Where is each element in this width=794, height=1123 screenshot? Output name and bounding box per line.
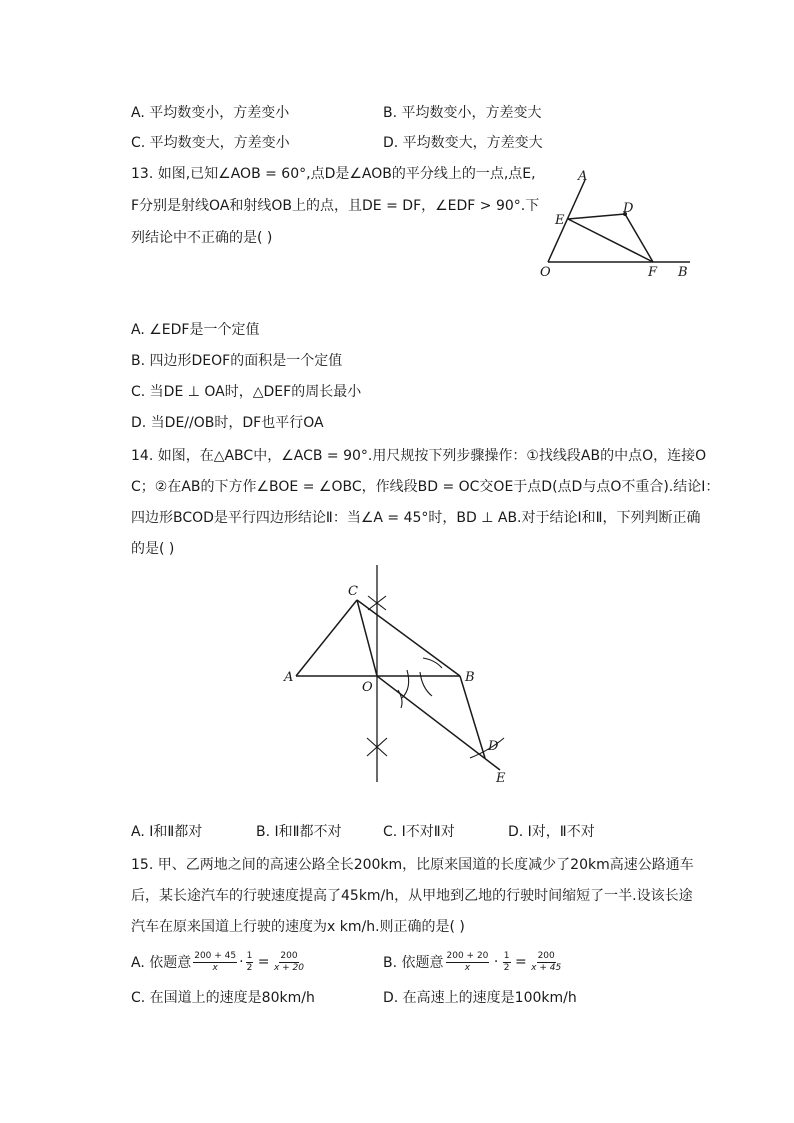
q13-option-a: A. ∠EDF是一个定值 bbox=[131, 322, 260, 338]
q12-option-a: A. 平均数变小，方差变小 bbox=[131, 105, 290, 121]
q13-seg-ed bbox=[568, 214, 625, 219]
q14-option-a: A. I和Ⅱ都对 bbox=[131, 824, 203, 840]
q14-seg-co bbox=[357, 600, 377, 676]
q12-option-c: C. 平均数变大，方差变小 bbox=[131, 135, 290, 151]
q13-line-3: 列结论中不正确的是( ) bbox=[131, 230, 273, 246]
q15-a-den-3: x + 20 bbox=[273, 962, 305, 973]
q13-line-1: 13. 如图,已知∠AOB = 60°,点D是∠AOB的平分线上的一点,点E, bbox=[131, 166, 536, 182]
q15-a-den-2: 2 bbox=[246, 962, 253, 973]
q15-b-frac-2 bbox=[503, 951, 511, 974]
q15-a-frac-3 bbox=[274, 951, 304, 974]
q12-option-d: D. 平均数变大，方差变大 bbox=[383, 135, 543, 151]
q15-a-mid: · bbox=[239, 954, 244, 970]
q14-label-d: D bbox=[488, 739, 499, 754]
q15-b-num-2: 1 bbox=[503, 950, 510, 961]
q13-label-a: A bbox=[578, 169, 588, 184]
q15-b-num-1: 200 + 20 bbox=[446, 950, 489, 961]
q14-line-2: C；②在AB的下方作∠BOE = ∠OBC，作线段BD = OC交OE于点D(点D与点O不重合).结论I： bbox=[131, 479, 720, 495]
q15-a-den-1: x bbox=[212, 962, 218, 973]
q14-ray-oe bbox=[377, 676, 500, 770]
q14-label-a: A bbox=[284, 670, 294, 685]
q14-arc-5 bbox=[470, 738, 504, 758]
q13-option-c: C. 当DE ⊥ OA时，△DEF的周长最小 bbox=[131, 384, 362, 400]
q14-line-3: 四边形BCOD是平行四边形结论Ⅱ：当∠A = 45°时，BD ⊥ AB.对于结论I和Ⅱ，下列判断正确 bbox=[131, 510, 701, 526]
q14-figure bbox=[270, 560, 540, 790]
q14-seg-cb bbox=[357, 600, 460, 676]
q13-label-f: F bbox=[648, 265, 658, 280]
q15-b-frac-3 bbox=[531, 951, 561, 974]
q13-ray-oa bbox=[548, 180, 585, 262]
q14-label-c: C bbox=[348, 584, 358, 599]
q15-b-eq: = bbox=[510, 954, 532, 970]
q13-option-d: D. 当DE//OB时，DF也平行OA bbox=[131, 415, 324, 431]
q14-line-4: 的是( ) bbox=[131, 541, 175, 557]
q14-arc-3 bbox=[402, 670, 409, 698]
q13-label-d: D bbox=[623, 201, 634, 216]
q12-option-b: B. 平均数变小，方差变大 bbox=[383, 105, 542, 121]
q15-b-mid: · bbox=[489, 954, 503, 970]
q15-a-num-1: 200 + 45 bbox=[194, 950, 237, 961]
q14-line-1: 14. 如图，在△ABC中，∠ACB = 90°.用尺规按下列步骤操作：①找线段AB的中点O，连接O bbox=[131, 448, 707, 464]
q15-line-3: 汽车在原来国道上行驶的速度为x km/h.则正确的是( ) bbox=[131, 919, 465, 935]
q15-a-frac-1 bbox=[193, 951, 237, 974]
q13-label-b: B bbox=[678, 265, 688, 280]
q15-line-1: 15. 甲、乙两地之间的高速公路全长200km，比原来国道的长度减少了20km高速公路通车 bbox=[131, 857, 694, 873]
q15-b-den-3: x + 45 bbox=[531, 962, 562, 973]
q15-a-num-2: 1 bbox=[246, 950, 253, 961]
q14-label-b: B bbox=[465, 670, 475, 685]
q15-line-2: 后，某长途汽车的行驶速度提高了45km/h，从甲地到乙地的行驶时间缩短了一半.设该长途 bbox=[131, 888, 693, 904]
q13-figure bbox=[530, 160, 700, 285]
q13-label-o: O bbox=[540, 265, 551, 280]
q13-label-e: E bbox=[555, 213, 565, 228]
q15-b-frac-1 bbox=[446, 951, 490, 974]
q13-option-b: B. 四边形DEOF的面积是一个定值 bbox=[131, 353, 343, 369]
q15-a-frac-2 bbox=[246, 951, 254, 974]
q15-option-d: D. 在高速上的速度是100km/h bbox=[383, 990, 577, 1006]
q15-option-b-prefix: B. 依题意 bbox=[383, 955, 444, 971]
q14-seg-ac bbox=[296, 600, 357, 676]
q14-label-e: E bbox=[496, 771, 506, 786]
q14-label-o: O bbox=[362, 680, 373, 695]
q15-option-b bbox=[383, 946, 561, 978]
q15-a-num-3: 200 bbox=[280, 950, 298, 961]
q15-b-num-3: 200 bbox=[537, 950, 555, 961]
q15-option-a bbox=[131, 946, 304, 978]
q15-a-eq: = bbox=[253, 954, 274, 970]
q14-option-b: B. I和Ⅱ都不对 bbox=[256, 824, 342, 840]
q14-option-c: C. I不对Ⅱ对 bbox=[383, 824, 455, 840]
q15-option-c: C. 在国道上的速度是80km/h bbox=[131, 990, 315, 1006]
q14-option-d: D. I对，Ⅱ不对 bbox=[508, 824, 595, 840]
q13-line-2: F分别是射线OA和射线OB上的点，且DE = DF，∠EDF > 90°.下 bbox=[131, 198, 540, 214]
q15-b-den-2: 2 bbox=[503, 962, 510, 973]
q14-arc-2 bbox=[423, 658, 442, 668]
q15-option-a-prefix: A. 依题意 bbox=[131, 955, 192, 971]
q15-b-den-1: x bbox=[464, 962, 471, 973]
q14-seg-bd bbox=[460, 676, 485, 758]
